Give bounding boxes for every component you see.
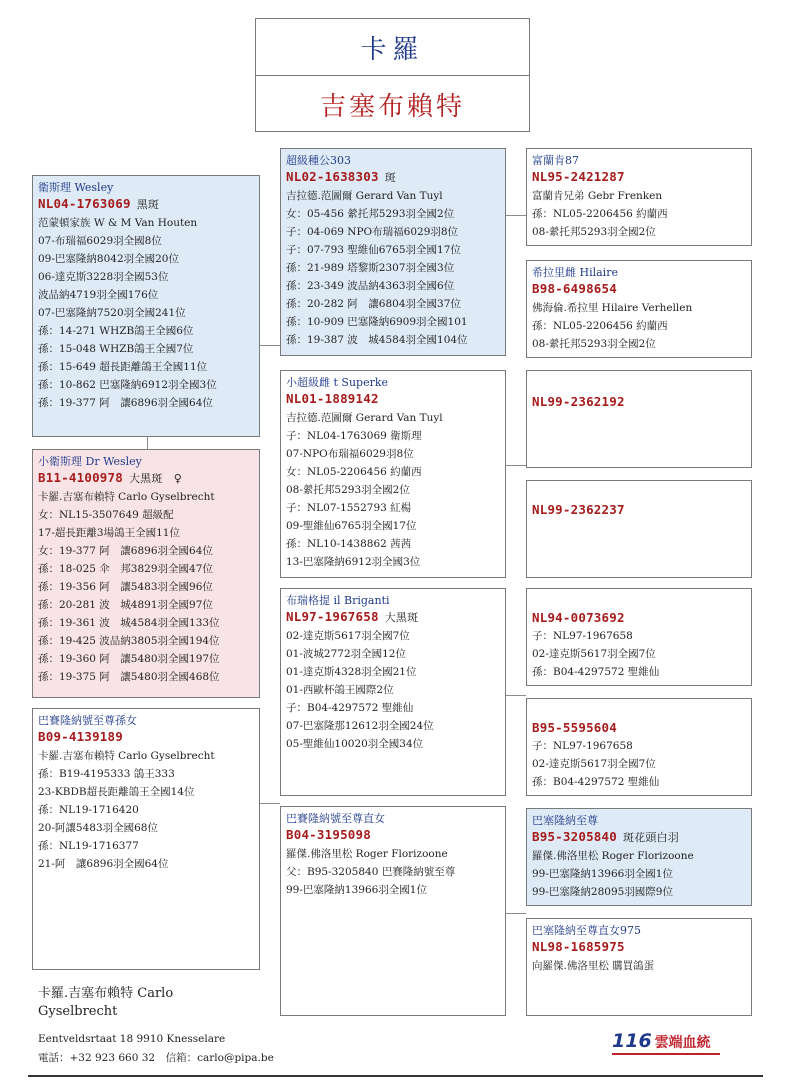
title-line1: 卡羅 bbox=[256, 19, 529, 76]
achievement-line: 孫：NL05-2206456 約蘭西 bbox=[532, 208, 668, 220]
achievements bbox=[286, 409, 500, 571]
achievements bbox=[38, 747, 254, 873]
pedigree-box-dsd bbox=[526, 698, 752, 796]
achievement-line: 女：05-456 縈托邦5293羽全國2位 bbox=[286, 208, 455, 220]
achievement-line: 子：NL97-1967658 bbox=[532, 630, 633, 642]
achievement-line: 09-聖維仙6765羽全國17位 bbox=[286, 520, 417, 532]
bird-name: 巴賽隆納號至尊直女 bbox=[286, 812, 385, 825]
pedigree-box-dam-dam bbox=[280, 806, 506, 1016]
ring-number: B11-4100978 大黑斑 ♀ bbox=[38, 470, 183, 485]
breeder-address: Eentveldsrtaat 18 9910 Knesselare bbox=[38, 1033, 226, 1045]
bird-name: 小衛斯理 Dr Wesley bbox=[38, 455, 142, 468]
achievement-line: 99-巴塞隆納13966羽全國1位 bbox=[532, 868, 673, 880]
color-tag: 斑 bbox=[384, 171, 396, 184]
pedigree-box-ddd bbox=[526, 918, 752, 1016]
connector bbox=[506, 215, 526, 216]
ring-number: NL94-0073692 bbox=[532, 610, 625, 625]
achievement-line: 佛海倫.希拉里 Hilaire Verhellen bbox=[532, 302, 693, 314]
achievements bbox=[532, 957, 746, 975]
achievements bbox=[532, 187, 746, 241]
achievement-line: 孫：NL05-2206456 約蘭西 bbox=[532, 320, 668, 332]
achievement-line: 孫：23-349 波品納4363羽全國6位 bbox=[286, 280, 455, 292]
achievement-line: 孫：15-048 WHZB鴿王全國7位 bbox=[38, 343, 194, 355]
achievements bbox=[286, 845, 500, 899]
achievements bbox=[532, 627, 746, 681]
ring-number: NL04-1763069 黑斑 bbox=[38, 196, 160, 211]
ring-number: B04-3195098 bbox=[286, 827, 371, 842]
achievement-line: 孫：15-649 超長距離鴿王全國11位 bbox=[38, 361, 208, 373]
connector bbox=[260, 345, 280, 346]
ring-number: B98-6498654 bbox=[532, 281, 617, 296]
achievements bbox=[38, 214, 254, 412]
pedigree-box-sire-dam bbox=[280, 370, 506, 578]
ring-number: B95-5595604 bbox=[532, 720, 617, 735]
achievements bbox=[286, 187, 500, 349]
pedigree-box-sdd bbox=[526, 480, 752, 578]
achievement-line: 02-達克斯5617羽全國7位 bbox=[532, 648, 656, 660]
connector bbox=[260, 803, 280, 804]
ring-number: NL02-1638303 斑 bbox=[286, 169, 396, 184]
bird-name: 超級種公303 bbox=[286, 154, 351, 167]
breeder-contact: 電話：+32 923 660 32 信箱：carlo@pipa.be bbox=[38, 1052, 274, 1064]
bird-name: 巴賽隆納號至尊孫女 bbox=[38, 714, 137, 727]
color-tag: 斑花頭白羽 bbox=[622, 831, 679, 844]
achievement-line: 子：NL04-1763069 衛斯理 bbox=[286, 430, 422, 442]
achievement-line: 07-布瑞福6029羽全國8位 bbox=[38, 235, 162, 247]
ring-number: NL99-2362237 bbox=[532, 502, 625, 517]
pedigree-title bbox=[255, 18, 530, 132]
achievement-line: 羅傑.佛洛里松 Roger Florizoone bbox=[286, 848, 448, 860]
achievement-line: 吉拉德.范圖爾 Gerard Van Tuyl bbox=[286, 412, 443, 424]
pedigree-box-ssd bbox=[526, 260, 752, 358]
achievement-line: 卡羅.吉塞布賴特 Carlo Gyselbrecht bbox=[38, 750, 215, 762]
title-line2: 吉塞布賴特 bbox=[319, 92, 465, 122]
achievement-line: 羅傑.佛洛里松 Roger Florizoone bbox=[532, 850, 694, 862]
bird-name: 小超級雌 t Superke bbox=[286, 376, 389, 389]
achievement-line: 波品納4719羽全國176位 bbox=[38, 289, 159, 301]
achievement-line: 07-巴塞隆納7520羽全國241位 bbox=[38, 307, 186, 319]
achievement-line: 孫：B04-4297572 聖維仙 bbox=[532, 776, 660, 788]
pedigree-box-sds bbox=[526, 370, 752, 468]
pedigree-box-dss bbox=[526, 588, 752, 686]
ring-number: B95-3205840 斑花頭白羽 bbox=[532, 829, 679, 844]
achievement-line: 02-達克斯5617羽全國7位 bbox=[532, 758, 656, 770]
bird-name: 富蘭肯87 bbox=[532, 154, 579, 167]
achievement-line: 05-聖維仙10020羽全國34位 bbox=[286, 738, 424, 750]
achievement-line: 孫：19-377 阿 讓6896羽全國64位 bbox=[38, 397, 213, 409]
achievement-line: 08-縈托邦5293羽全國2位 bbox=[286, 484, 410, 496]
achievements bbox=[532, 847, 746, 901]
achievement-line: 06-達克斯3228羽全國53位 bbox=[38, 271, 169, 283]
achievement-line: 孫：19-360 阿 讓5480羽全國197位 bbox=[38, 653, 220, 665]
pedigree-box-dds bbox=[526, 808, 752, 906]
achievements bbox=[532, 737, 746, 791]
achievement-line: 08-縈托邦5293羽全國2位 bbox=[532, 338, 656, 350]
achievement-line: 孫：19-356 阿 讓5483羽全國96位 bbox=[38, 581, 213, 593]
achievement-line: 孫：10-862 巴塞隆納6912羽全國3位 bbox=[38, 379, 217, 391]
pedigree-box-dam-sire bbox=[280, 588, 506, 796]
achievements bbox=[532, 299, 746, 353]
achievements bbox=[286, 627, 500, 753]
achievement-line: 08-縈托邦5293羽全國2位 bbox=[532, 226, 656, 238]
achievement-line: 孫：18-025 伞 邦3829羽全國47位 bbox=[38, 563, 213, 575]
ring-number: NL01-1889142 bbox=[286, 391, 379, 406]
bird-name: 巴塞隆納至尊 bbox=[532, 814, 598, 827]
achievement-line: 20-阿讓5483羽全國68位 bbox=[38, 822, 158, 834]
achievement-line: 子：07-793 聖維仙6765羽全國17位 bbox=[286, 244, 461, 256]
achievement-line: 子：NL97-1967658 bbox=[532, 740, 633, 752]
achievement-line: 07-巴塞隆那12612羽全國24位 bbox=[286, 720, 434, 732]
connector bbox=[506, 695, 526, 696]
bird-name: 布瑞格提 il Briganti bbox=[286, 594, 390, 607]
achievement-line: 17-超長距離3場鴿王全國11位 bbox=[38, 527, 180, 539]
breeder-name: 卡羅.吉塞布賴特 Carlo Gyselbrecht bbox=[38, 986, 174, 1019]
achievement-line: 孫：20-282 阿 讓6804羽全國37位 bbox=[286, 298, 461, 310]
achievement-line: 向羅傑.佛洛里松 購買鴿蛋 bbox=[532, 960, 655, 972]
color-tag: 大黑斑 ♀ bbox=[128, 472, 183, 485]
achievement-line: 孫：NL19-1716420 bbox=[38, 804, 139, 816]
pedigree-box-sss bbox=[526, 148, 752, 246]
color-tag: 黑斑 bbox=[136, 198, 160, 211]
achievement-line: 女：NL05-2206456 約蘭西 bbox=[286, 466, 422, 478]
achievement-line: 子：04-069 NPO布瑞福6029羽8位 bbox=[286, 226, 459, 238]
achievement-line: 21-阿 讓6896羽全國64位 bbox=[38, 858, 169, 870]
achievement-line: 女：NL15-3507649 超級配 bbox=[38, 509, 174, 521]
achievement-line: 01-波城2772羽全國12位 bbox=[286, 648, 406, 660]
achievement-line: 卡羅.吉塞布賴特 Carlo Gyselbrecht bbox=[38, 491, 215, 503]
achievement-line: 孫：19-361 波 城4584羽全國133位 bbox=[38, 617, 220, 629]
achievement-line: 09-巴塞隆納8042羽全國20位 bbox=[38, 253, 179, 265]
connector bbox=[147, 437, 148, 449]
achievement-line: 23-KBDB超長距離鴿王全國14位 bbox=[38, 786, 195, 798]
achievement-line: 孫：19-387 波 城4584羽全國104位 bbox=[286, 334, 468, 346]
achievement-line: 孫：20-281 波 城4891羽全國97位 bbox=[38, 599, 213, 611]
achievement-line: 子：NL07-1552793 紅楊 bbox=[286, 502, 412, 514]
connector bbox=[506, 465, 526, 466]
achievement-line: 范蒙頓家族 W & M Van Houten bbox=[38, 217, 198, 229]
achievement-line: 孫：10-909 巴塞隆納6909羽全國101 bbox=[286, 316, 468, 328]
achievement-line: 13-巴塞隆納6912羽全國3位 bbox=[286, 556, 421, 568]
bottom-divider bbox=[28, 1075, 763, 1077]
achievement-line: 孫：19-425 波品納3805羽全國194位 bbox=[38, 635, 220, 647]
achievement-line: 孫：NL19-1716377 bbox=[38, 840, 139, 852]
achievement-line: 孫：14-271 WHZB鴿王全國6位 bbox=[38, 325, 194, 337]
achievement-line: 父：B95-3205840 巴賽隆納號至尊 bbox=[286, 866, 456, 878]
ring-number: NL97-1967658 大黑斑 bbox=[286, 609, 419, 624]
achievement-line: 吉拉德.范圖爾 Gerard Van Tuyl bbox=[286, 190, 443, 202]
achievement-line: 子：B04-4297572 聖維仙 bbox=[286, 702, 414, 714]
achievement-line: 女：19-377 阿 讓6896羽全國64位 bbox=[38, 545, 213, 557]
logo-number: 116 bbox=[612, 1030, 652, 1052]
achievement-line: 99-巴塞隆納13966羽全國1位 bbox=[286, 884, 427, 896]
ring-number: NL99-2362192 bbox=[532, 394, 625, 409]
achievement-line: 07-NPO布瑞福6029羽8位 bbox=[286, 448, 414, 460]
ring-number: NL98-1685975 bbox=[532, 939, 625, 954]
achievement-line: 孫：21-989 塔黎斯2307羽全國3位 bbox=[286, 262, 455, 274]
logo-underline bbox=[612, 1053, 720, 1055]
achievement-line: 02-達克斯5617羽全國7位 bbox=[286, 630, 410, 642]
achievement-line: 孫：B19-4195333 鴿王333 bbox=[38, 768, 175, 780]
achievement-line: 01-西歐杯鴿王國際2位 bbox=[286, 684, 394, 696]
site-logo bbox=[612, 1030, 711, 1052]
achievement-line: 孫：B04-4297572 聖維仙 bbox=[532, 666, 660, 678]
achievement-line: 01-達克斯4328羽全國21位 bbox=[286, 666, 417, 678]
connector bbox=[506, 913, 526, 914]
bird-name: 衛斯理 Wesley bbox=[38, 181, 114, 194]
achievement-line: 99-巴塞隆納28095羽國際9位 bbox=[532, 886, 673, 898]
achievements bbox=[38, 488, 254, 686]
ring-number: NL95-2421287 bbox=[532, 169, 625, 184]
pedigree-box-sire-sire bbox=[280, 148, 506, 356]
pedigree-box-subject bbox=[32, 449, 260, 698]
achievement-line: 孫：NL10-1438862 茜茜 bbox=[286, 538, 412, 550]
pedigree-box-sire bbox=[32, 175, 260, 437]
achievement-line: 富蘭肯兄弟 Gebr Frenken bbox=[532, 190, 663, 202]
pedigree-box-dam bbox=[32, 708, 260, 970]
logo-text: 雲端血統 bbox=[654, 1035, 711, 1051]
color-tag: 大黑斑 bbox=[384, 611, 419, 624]
bird-name: 希拉里雌 Hilaire bbox=[532, 266, 618, 279]
bird-name: 巴塞隆納至尊直女975 bbox=[532, 924, 641, 937]
ring-number: B09-4139189 bbox=[38, 729, 123, 744]
achievement-line: 孫：19-375 阿 讓5480羽全國468位 bbox=[38, 671, 220, 683]
